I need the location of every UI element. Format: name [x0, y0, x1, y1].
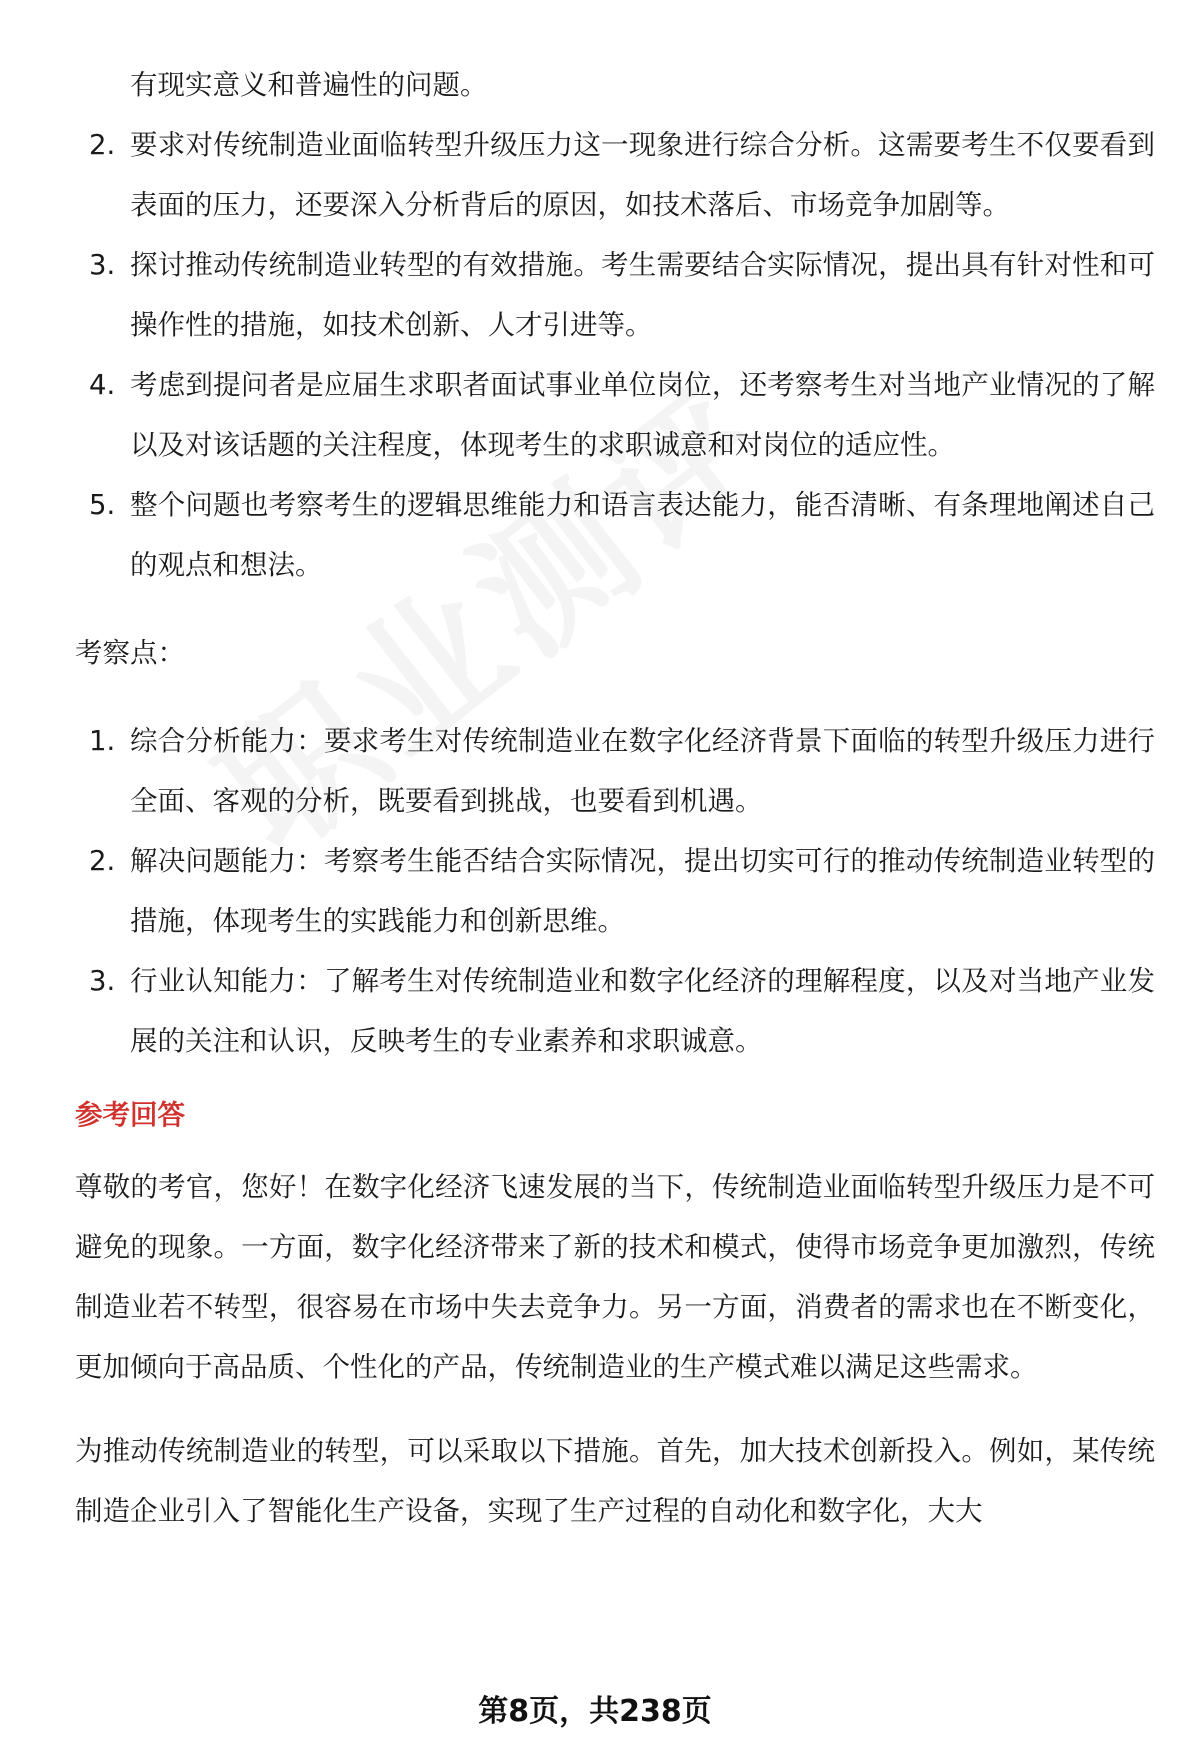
list-item: [75, 831, 1155, 951]
list-item: [75, 711, 1155, 831]
list-number: 3.: [89, 249, 116, 281]
list-item: [75, 951, 1155, 1071]
answer-title: 参考回答: [75, 1099, 185, 1131]
list-item-text: 行业认知能力：了解考生对传统制造业和数字化经济的理解程度，以及对当地产业发展的关注和认识，反映考生的专业素养和求职诚意。: [130, 965, 1155, 1057]
page-number: 第8页，共238页: [478, 1694, 712, 1729]
continuation-text: 有现实意义和普遍性的问题。: [130, 69, 488, 101]
list-item: [75, 355, 1155, 475]
list-number: 3.: [89, 965, 116, 997]
list-item: [75, 115, 1155, 235]
list-item: [75, 475, 1155, 595]
list-item-text: 整个问题也考察考生的逻辑思维能力和语言表达能力，能否清晰、有条理地阐述自己的观点和想法。: [130, 489, 1155, 581]
list-item-text: 综合分析能力：要求考生对传统制造业在数字化经济背景下面临的转型升级压力进行全面、客观的分析，既要看到挑战，也要看到机遇。: [130, 725, 1155, 817]
list-number: 4.: [89, 369, 116, 401]
list-item: [75, 235, 1155, 355]
list-item-text: 要求对传统制造业面临转型升级压力这一现象进行综合分析。这需要考生不仅要看到表面的压力，还要深入分析背后的原因，如技术落后、市场竞争加剧等。: [130, 129, 1155, 221]
page-content: [75, 55, 1155, 1541]
answer-paragraph: 尊敬的考官，您好！在数字化经济飞速发展的当下，传统制造业面临转型升级压力是不可避免的现象。一方面，数字化经济带来了新的技术和模式，使得市场竞争更加激烈，传统制造业若不转型，很容易在市场中失去竞争力。另一方面，消费者的需求也在不断变化，更加倾向于高品质、个性化的产品，传统制造业的生产模式难以满足这些需求。: [75, 1171, 1155, 1383]
points-list: [75, 711, 1155, 1071]
points-heading: 考察点：: [75, 637, 185, 669]
list-number: 1.: [89, 725, 116, 757]
list-item-text: 解决问题能力：考察考生能否结合实际情况，提出切实可行的推动传统制造业转型的措施，体现考生的实践能力和创新思维。: [130, 845, 1155, 937]
list-item-text: 考虑到提问者是应届生求职者面试事业单位岗位，还考察考生对当地产业情况的了解以及对该话题的关注程度，体现考生的求职诚意和对岗位的适应性。: [130, 369, 1155, 461]
list-number: 2.: [89, 845, 116, 877]
list-item-text: 探讨推动传统制造业转型的有效措施。考生需要结合实际情况，提出具有针对性和可操作性的措施，如技术创新、人才引进等。: [130, 249, 1155, 341]
list-number: 5.: [89, 489, 116, 521]
analysis-list: [75, 115, 1155, 595]
list-number: 2.: [89, 129, 116, 161]
answer-paragraph: 为推动传统制造业的转型，可以采取以下措施。首先，加大技术创新投入。例如，某传统制造企业引入了智能化生产设备，实现了生产过程的自动化和数字化，大大: [75, 1435, 1155, 1527]
